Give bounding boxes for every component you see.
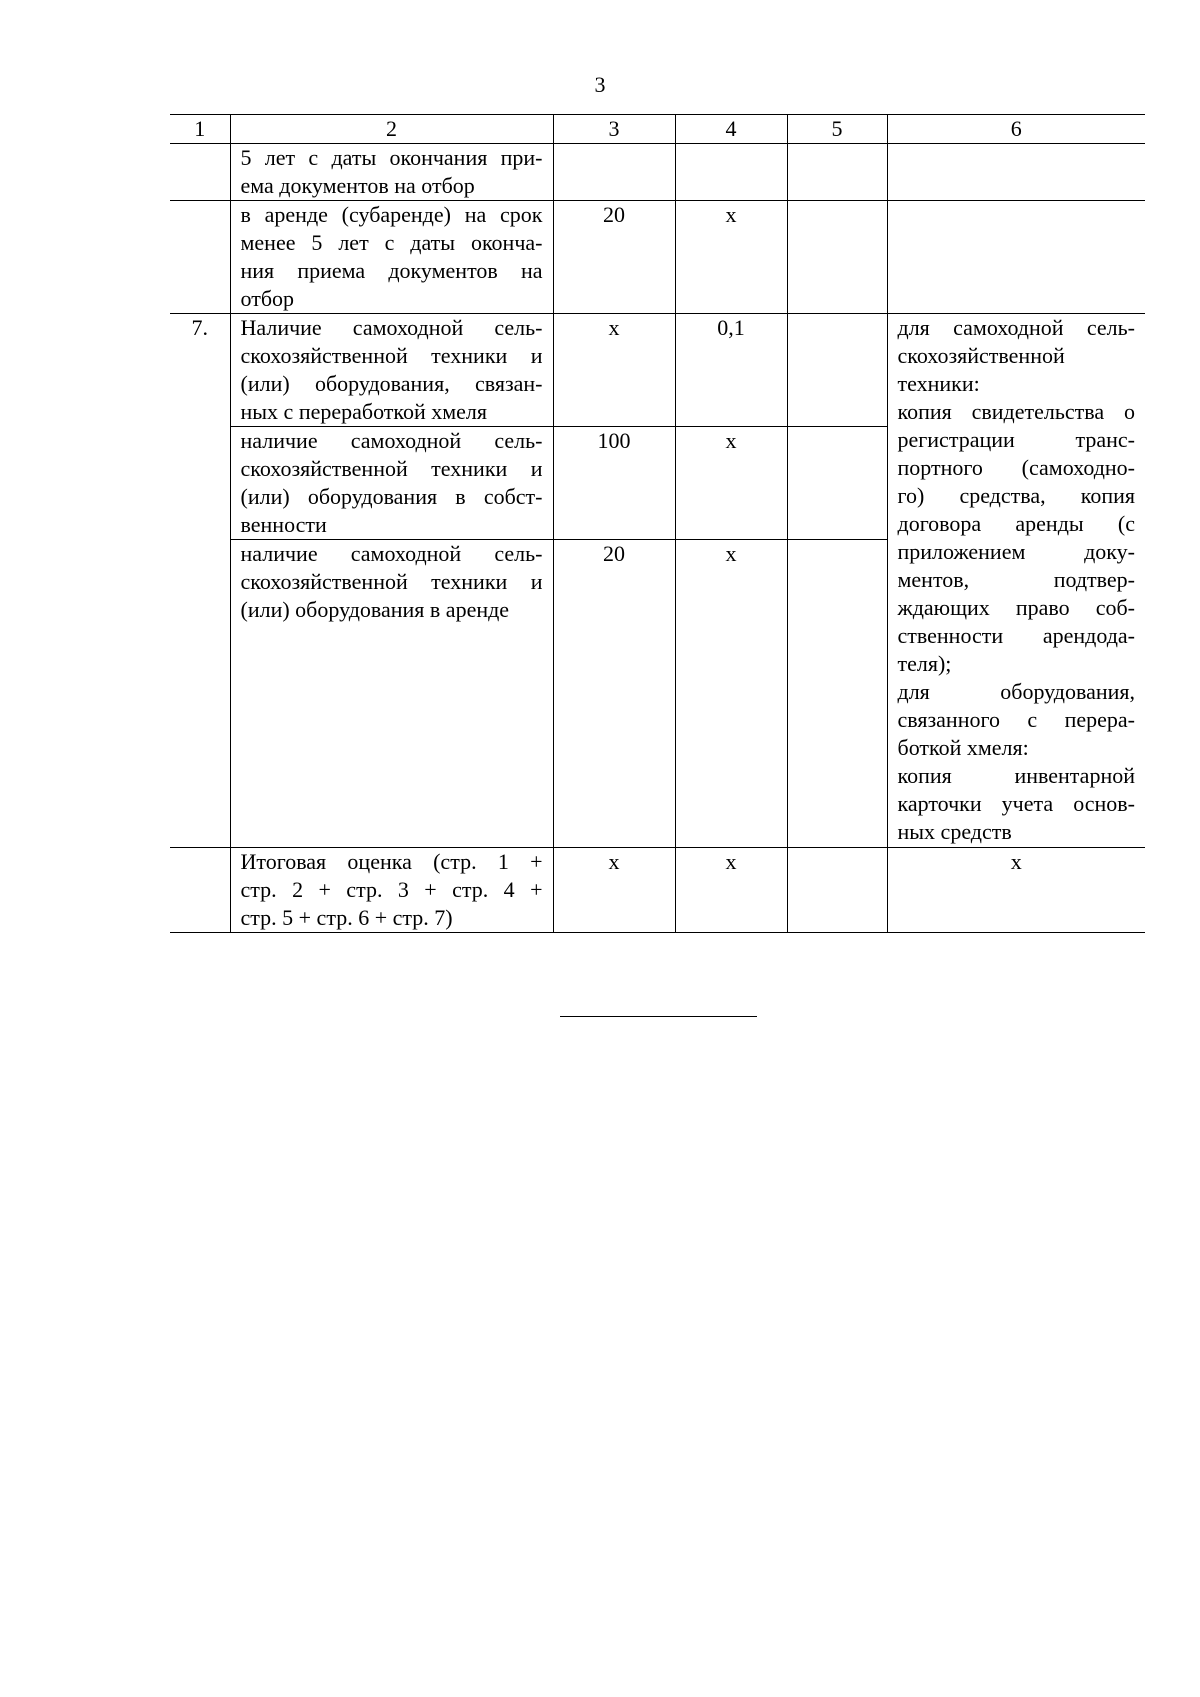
documents-cell [887,314,1145,848]
row-description [230,144,553,201]
documents-line: скохозяйственной [897,343,1065,368]
description-line: 5 лет с даты окончания при- [240,145,543,170]
header-cell-5: 5 [787,115,887,144]
weight-cell: х [675,540,787,848]
row-description [230,540,553,848]
documents-line: портного (самоходно- [897,455,1135,480]
score-cell [553,144,675,201]
description-line: (или) оборудования, связан- [240,371,543,396]
table-row [170,314,1145,427]
description-line: стр. 2 + стр. 3 + стр. 4 + [240,877,543,902]
documents-line: регистрации транс- [897,427,1135,452]
documents-cell [887,144,1145,201]
header-cell-4: 4 [675,115,787,144]
documents-line: договора аренды (с [897,511,1135,536]
documents-line: боткой хмеля: [897,735,1029,760]
row-number: 7. [170,314,230,848]
score-cell: х [553,848,675,933]
description-line: скохозяйственной техники и [240,569,543,594]
documents-cell: х [887,848,1145,933]
documents-line: приложением доку- [897,539,1135,564]
row-number [170,201,230,314]
documents-cell [887,201,1145,314]
description-line: Наличие самоходной сель- [240,315,543,340]
description-line: стр. 5 + стр. 6 + стр. 7) [240,905,453,930]
description-line: (или) оборудования в собст- [240,484,543,509]
documents-line: ждающих право соб- [897,595,1135,620]
row-description [230,314,553,427]
description-line: наличие самоходной сель- [240,428,543,453]
description-line: менее 5 лет с даты оконча- [240,230,543,255]
header-cell-1: 1 [170,115,230,144]
weight-cell: х [675,427,787,540]
documents-line: копия свидетельства о [897,399,1135,424]
table-row [170,144,1145,201]
description-line: венности [240,512,327,537]
row-description [230,201,553,314]
value-cell [787,427,887,540]
description-line: в аренде (субаренде) на срок [240,202,543,227]
value-cell [787,144,887,201]
score-cell: х [553,314,675,427]
value-cell [787,540,887,848]
description-line: наличие самоходной сель- [240,541,543,566]
weight-cell: 0,1 [675,314,787,427]
value-cell [787,314,887,427]
header-cell-3: 3 [553,115,675,144]
weight-cell: х [675,201,787,314]
value-cell [787,201,887,314]
row-number [170,144,230,201]
row-number [170,848,230,933]
criteria-table [170,114,1145,933]
value-cell [787,848,887,933]
score-cell: 20 [553,201,675,314]
table-row-total [170,848,1145,933]
table-row [170,201,1145,314]
row-description [230,848,553,933]
description-line: скохозяйственной техники и [240,456,543,481]
end-rule-divider [560,1016,757,1017]
page-number: 3 [594,72,606,97]
documents-line: ментов, подтвер- [897,567,1135,592]
documents-line: для самоходной сель- [897,315,1135,340]
description-line: Итоговая оценка (стр. 1 + [240,849,543,874]
documents-line: связанного с перера- [897,707,1135,732]
row-description [230,427,553,540]
documents-line: техники: [897,371,980,396]
description-line: ема документов на отбор [240,173,475,198]
documents-line: копия инвентарной [897,763,1135,788]
documents-line: ственности арендода- [897,623,1135,648]
documents-line: теля); [897,651,952,676]
documents-line: ных средств [897,819,1012,844]
weight-cell [675,144,787,201]
documents-line: го) средства, копия [897,483,1135,508]
table-header-row [170,115,1145,144]
weight-cell: х [675,848,787,933]
description-line: (или) оборудования в аренде [240,597,510,622]
description-line: скохозяйственной техники и [240,343,543,368]
description-line: ния приема документов на [240,258,543,283]
score-cell: 100 [553,427,675,540]
header-cell-6: 6 [887,115,1145,144]
documents-line: для оборудования, [897,679,1135,704]
documents-line: карточки учета основ- [897,791,1135,816]
description-line: отбор [240,286,295,311]
score-cell: 20 [553,540,675,848]
description-line: ных с переработкой хмеля [240,399,488,424]
header-cell-2: 2 [230,115,553,144]
